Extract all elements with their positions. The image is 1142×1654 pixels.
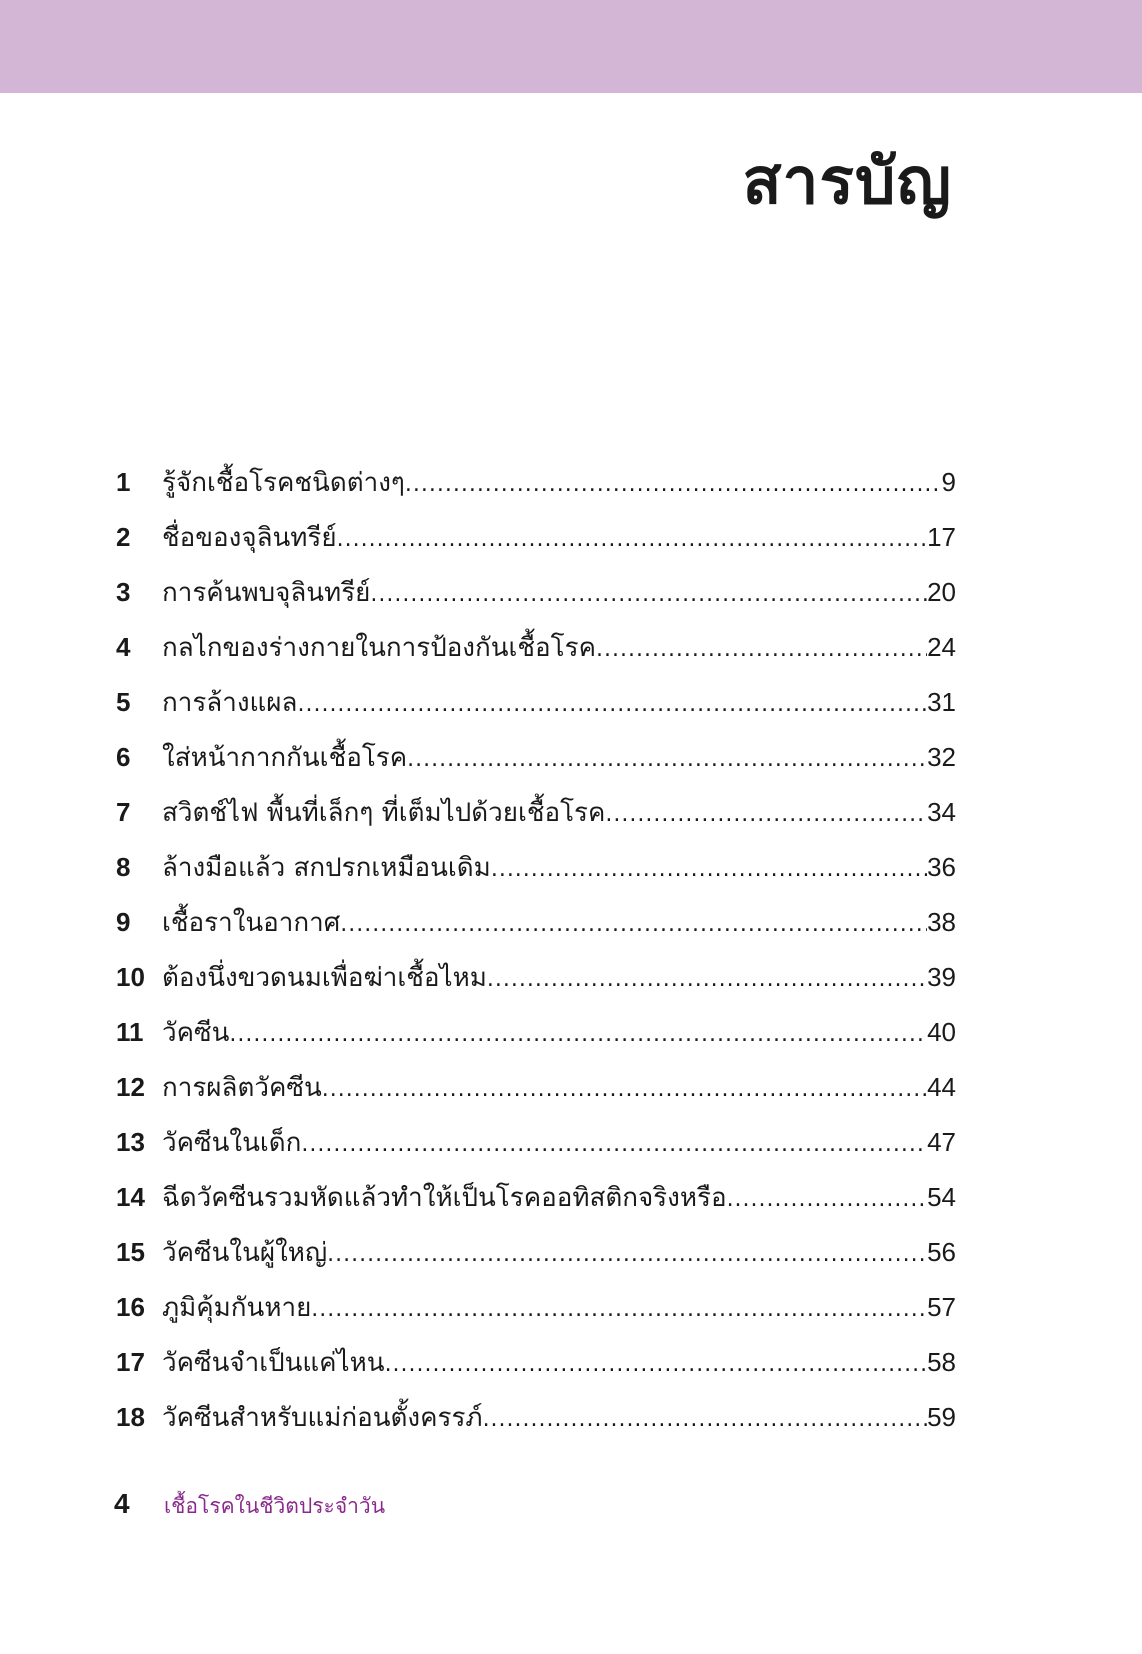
toc-entry[interactable] [116,455,956,510]
toc-dot-leader [297,677,927,732]
toc-entry-number: 1 [116,467,131,497]
toc-entry-page: 39 [927,962,956,992]
toc-entry-title: ชื่อของจุลินทรีย์ [162,523,337,553]
toc-entry-number: 11 [116,1017,144,1047]
page-title: สารบัญ [742,145,952,219]
toc-entry[interactable] [116,895,956,950]
toc-entry[interactable] [116,565,956,620]
toc-entry[interactable] [116,1005,956,1060]
header-band [0,0,1142,93]
toc-entry[interactable] [116,950,956,1005]
toc-dot-leader [605,787,927,842]
toc-entry-title: การค้นพบจุลินทรีย์ [162,578,371,608]
toc-entry-page: 36 [927,852,956,882]
toc-entry-number: 2 [116,522,131,552]
toc-entry-title: กลไกของร่างกายในการป้องกันเชื้อโรค [162,633,596,663]
toc-entry-page: 32 [927,742,956,772]
toc-entry[interactable] [116,1225,956,1280]
toc-entry-number: 4 [116,632,131,662]
toc-entry-number: 18 [116,1402,145,1432]
toc-dot-leader [405,457,942,512]
toc-entry[interactable] [116,1280,956,1335]
toc-entry-page: 54 [927,1182,956,1212]
toc-entry-number: 5 [116,687,131,717]
toc-entry-title: วัคซีนจำเป็นแค่ไหน [162,1348,385,1378]
toc-entry-page: 17 [927,522,956,552]
toc-entry-number: 17 [116,1347,145,1377]
toc-entry-number: 6 [116,742,131,772]
toc-entry[interactable] [116,1335,956,1390]
toc-entry[interactable] [116,1115,956,1170]
toc-entry-title: วัคซีนในเด็ก [162,1128,302,1158]
toc-entry[interactable] [116,1390,956,1445]
toc-entry-page: 58 [927,1347,956,1377]
toc-entry-number: 14 [116,1182,145,1212]
toc-entry[interactable] [116,1060,956,1115]
toc-dot-leader [311,1282,927,1337]
toc-entry-title: ต้องนึ่งขวดนมเพื่อฆ่าเชื้อไหม [162,963,487,993]
toc-dot-leader [491,842,927,897]
toc-entry[interactable] [116,785,956,840]
toc-dot-leader [370,567,927,622]
toc-entry-page: 40 [927,1017,956,1047]
toc-entry-number: 15 [116,1237,145,1267]
toc-entry-page: 34 [927,797,956,827]
toc-entry-title: วัคซีน [162,1018,230,1048]
toc-entry-page: 57 [927,1292,956,1322]
toc-entry-page: 9 [941,467,956,497]
toc-entry[interactable] [116,1170,956,1225]
toc-entry-page: 38 [927,907,956,937]
toc-entry-title: ฉีดวัคซีนรวมหัดแล้วทำให้เป็นโรคออทิสติกจริงหรือ [162,1183,727,1213]
toc-entry-number: 3 [116,577,131,607]
footer-book-title: เชื้อโรคในชีวิตประจำวัน [164,1494,386,1518]
toc-entry-number: 7 [116,797,131,827]
toc-dot-leader [385,1337,928,1392]
footer-page-number: 4 [114,1488,130,1519]
toc-dot-leader [487,952,927,1007]
toc-entry[interactable] [116,675,956,730]
toc-entry-number: 9 [116,907,131,937]
toc-entry-page: 44 [927,1072,956,1102]
toc-entry-page: 31 [927,687,956,717]
toc-entry-number: 13 [116,1127,145,1157]
toc-entry-number: 16 [116,1292,145,1322]
toc-entry-title: เชื้อราในอากาศ [162,908,341,938]
toc-entry-number: 12 [116,1072,145,1102]
toc-entry-title: ใส่หน้ากากกันเชื้อโรค [162,743,408,773]
toc-entry-number: 8 [116,852,131,882]
table-of-contents [116,455,956,1445]
toc-dot-leader [727,1172,928,1227]
toc-dot-leader [322,1062,927,1117]
toc-entry-page: 20 [927,577,956,607]
toc-entry-title: การล้างแผล [162,688,298,718]
toc-entry-title: สวิตช์ไฟ พื้นที่เล็กๆ ที่เต็มไปด้วยเชื้อโรค [162,798,606,828]
toc-dot-leader [229,1007,927,1062]
toc-dot-leader [301,1117,927,1172]
toc-dot-leader [340,897,927,952]
toc-entry-title: วัคซีนในผู้ใหญ่ [162,1238,328,1268]
toc-entry[interactable] [116,510,956,565]
toc-dot-leader [407,732,927,787]
toc-entry-title: วัคซีนสำหรับแม่ก่อนตั้งครรภ์ [162,1403,483,1433]
toc-entry-title: การผลิตวัคซีน [162,1073,322,1103]
toc-entry-page: 59 [927,1402,956,1432]
toc-entry-page: 56 [927,1237,956,1267]
toc-entry-page: 24 [927,632,956,662]
toc-entry-title: รู้จักเชื้อโรคชนิดต่างๆ [162,468,405,498]
toc-dot-leader [596,622,927,677]
toc-entry-title: ล้างมือแล้ว สกปรกเหมือนเดิม [162,853,491,883]
toc-dot-leader [483,1392,928,1447]
page-footer [114,1488,385,1523]
toc-dot-leader [337,512,927,567]
toc-dot-leader [327,1227,927,1282]
toc-entry[interactable] [116,840,956,895]
toc-entry[interactable] [116,620,956,675]
toc-entry-page: 47 [927,1127,956,1157]
toc-entry[interactable] [116,730,956,785]
toc-entry-title: ภูมิคุ้มกันหาย [162,1293,312,1323]
toc-entry-number: 10 [116,962,145,992]
